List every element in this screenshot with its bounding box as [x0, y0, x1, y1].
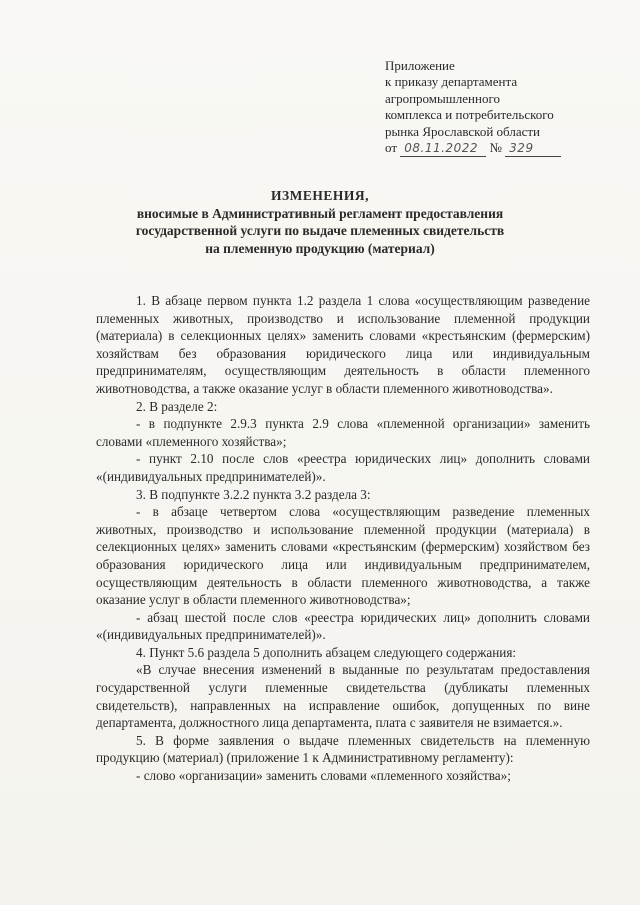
body-paragraph: «В случае внесения изменений в выданные по результатам предоставления государственной услуги племенные свидетельства (дубликаты племенных свидетельств), направленных на исправление ошибок, допущенных по вине департамента, должностного лица департамента, плата с заявителя не взимается.». — [96, 662, 590, 731]
appendix-block — [385, 58, 600, 157]
body-paragraph: 2. В разделе 2: — [136, 398, 218, 414]
body-paragraph: - в абзаце четвертом слова «осуществляющим разведение племенных животных, производство и использование племенной продукции (материала) в селекционных целях» заменить словами «крестьянским (фермерским) хозяйством без образования юридического лица или индивидуальным предпринимателем, осуществляющим деятельность в области племенного животноводства, а также оказание услуг в области племенного животноводства»; — [96, 504, 590, 608]
appendix-line: к приказу департамента — [385, 74, 518, 90]
heading-line: на племенную продукцию (материал) — [205, 240, 435, 256]
appendix-line: Приложение — [385, 58, 455, 73]
body-paragraph: 3. В подпункте 3.2.2 пункта 3.2 раздела 3: — [136, 486, 371, 502]
handwritten-date: 08.11.2022 — [400, 140, 486, 157]
appendix-line: рынка Ярославской области — [385, 123, 541, 139]
document-body — [96, 292, 590, 785]
heading-line: государственной услуги по выдаче племенных свидетельств — [135, 223, 505, 238]
appendix-line: агропромышленного — [385, 90, 500, 106]
order-date-number-row — [385, 140, 600, 157]
body-paragraph: - в подпункте 2.9.3 пункта 2.9 слова «племенной организации» заменить словами «племенного хозяйства»; — [96, 416, 590, 449]
body-paragraph: 5. В форме заявления о выдаче племенных свидетельств на племенную продукцию (материал) (приложение 1 к Административному регламенту): — [96, 732, 590, 766]
heading-title: ИЗМЕНЕНИЯ, — [270, 188, 369, 203]
heading-line: вносимые в Административный регламент предоставления — [136, 205, 504, 221]
number-label: № — [489, 140, 502, 156]
body-paragraph: - абзац шестой после слов «реестра юридических лиц» дополнить словами «(индивидуальных предпринимателей)». — [96, 609, 590, 643]
body-paragraph: - слово «организации» заменить словами «племенного хозяйства»; — [136, 768, 511, 784]
document-heading — [80, 187, 560, 257]
appendix-line: комплекса и потребительского — [385, 107, 554, 123]
body-paragraph: 4. Пункт 5.6 раздела 5 дополнить абзацем следующего содержания: — [136, 644, 517, 660]
body-paragraph: - пункт 2.10 после слов «реестра юридических лиц» дополнить словами «(индивидуальных предпринимателей)». — [96, 451, 590, 484]
body-paragraph: 1. В абзаце первом пункта 1.2 раздела 1 слова «осуществляющим разведение племенных животных, производство и использование племенной продукции (материала) в селекционных целях» заменить словами «крестьянским (фермерским) хозяйствам без образования юридического лица или индивидуальным предпринимателям, осуществляющим деятельность в области племенного животноводства, а также оказание услуг в области племенного животноводства». — [96, 293, 590, 396]
handwritten-number: 329 — [505, 140, 561, 157]
from-label: от — [385, 140, 398, 156]
